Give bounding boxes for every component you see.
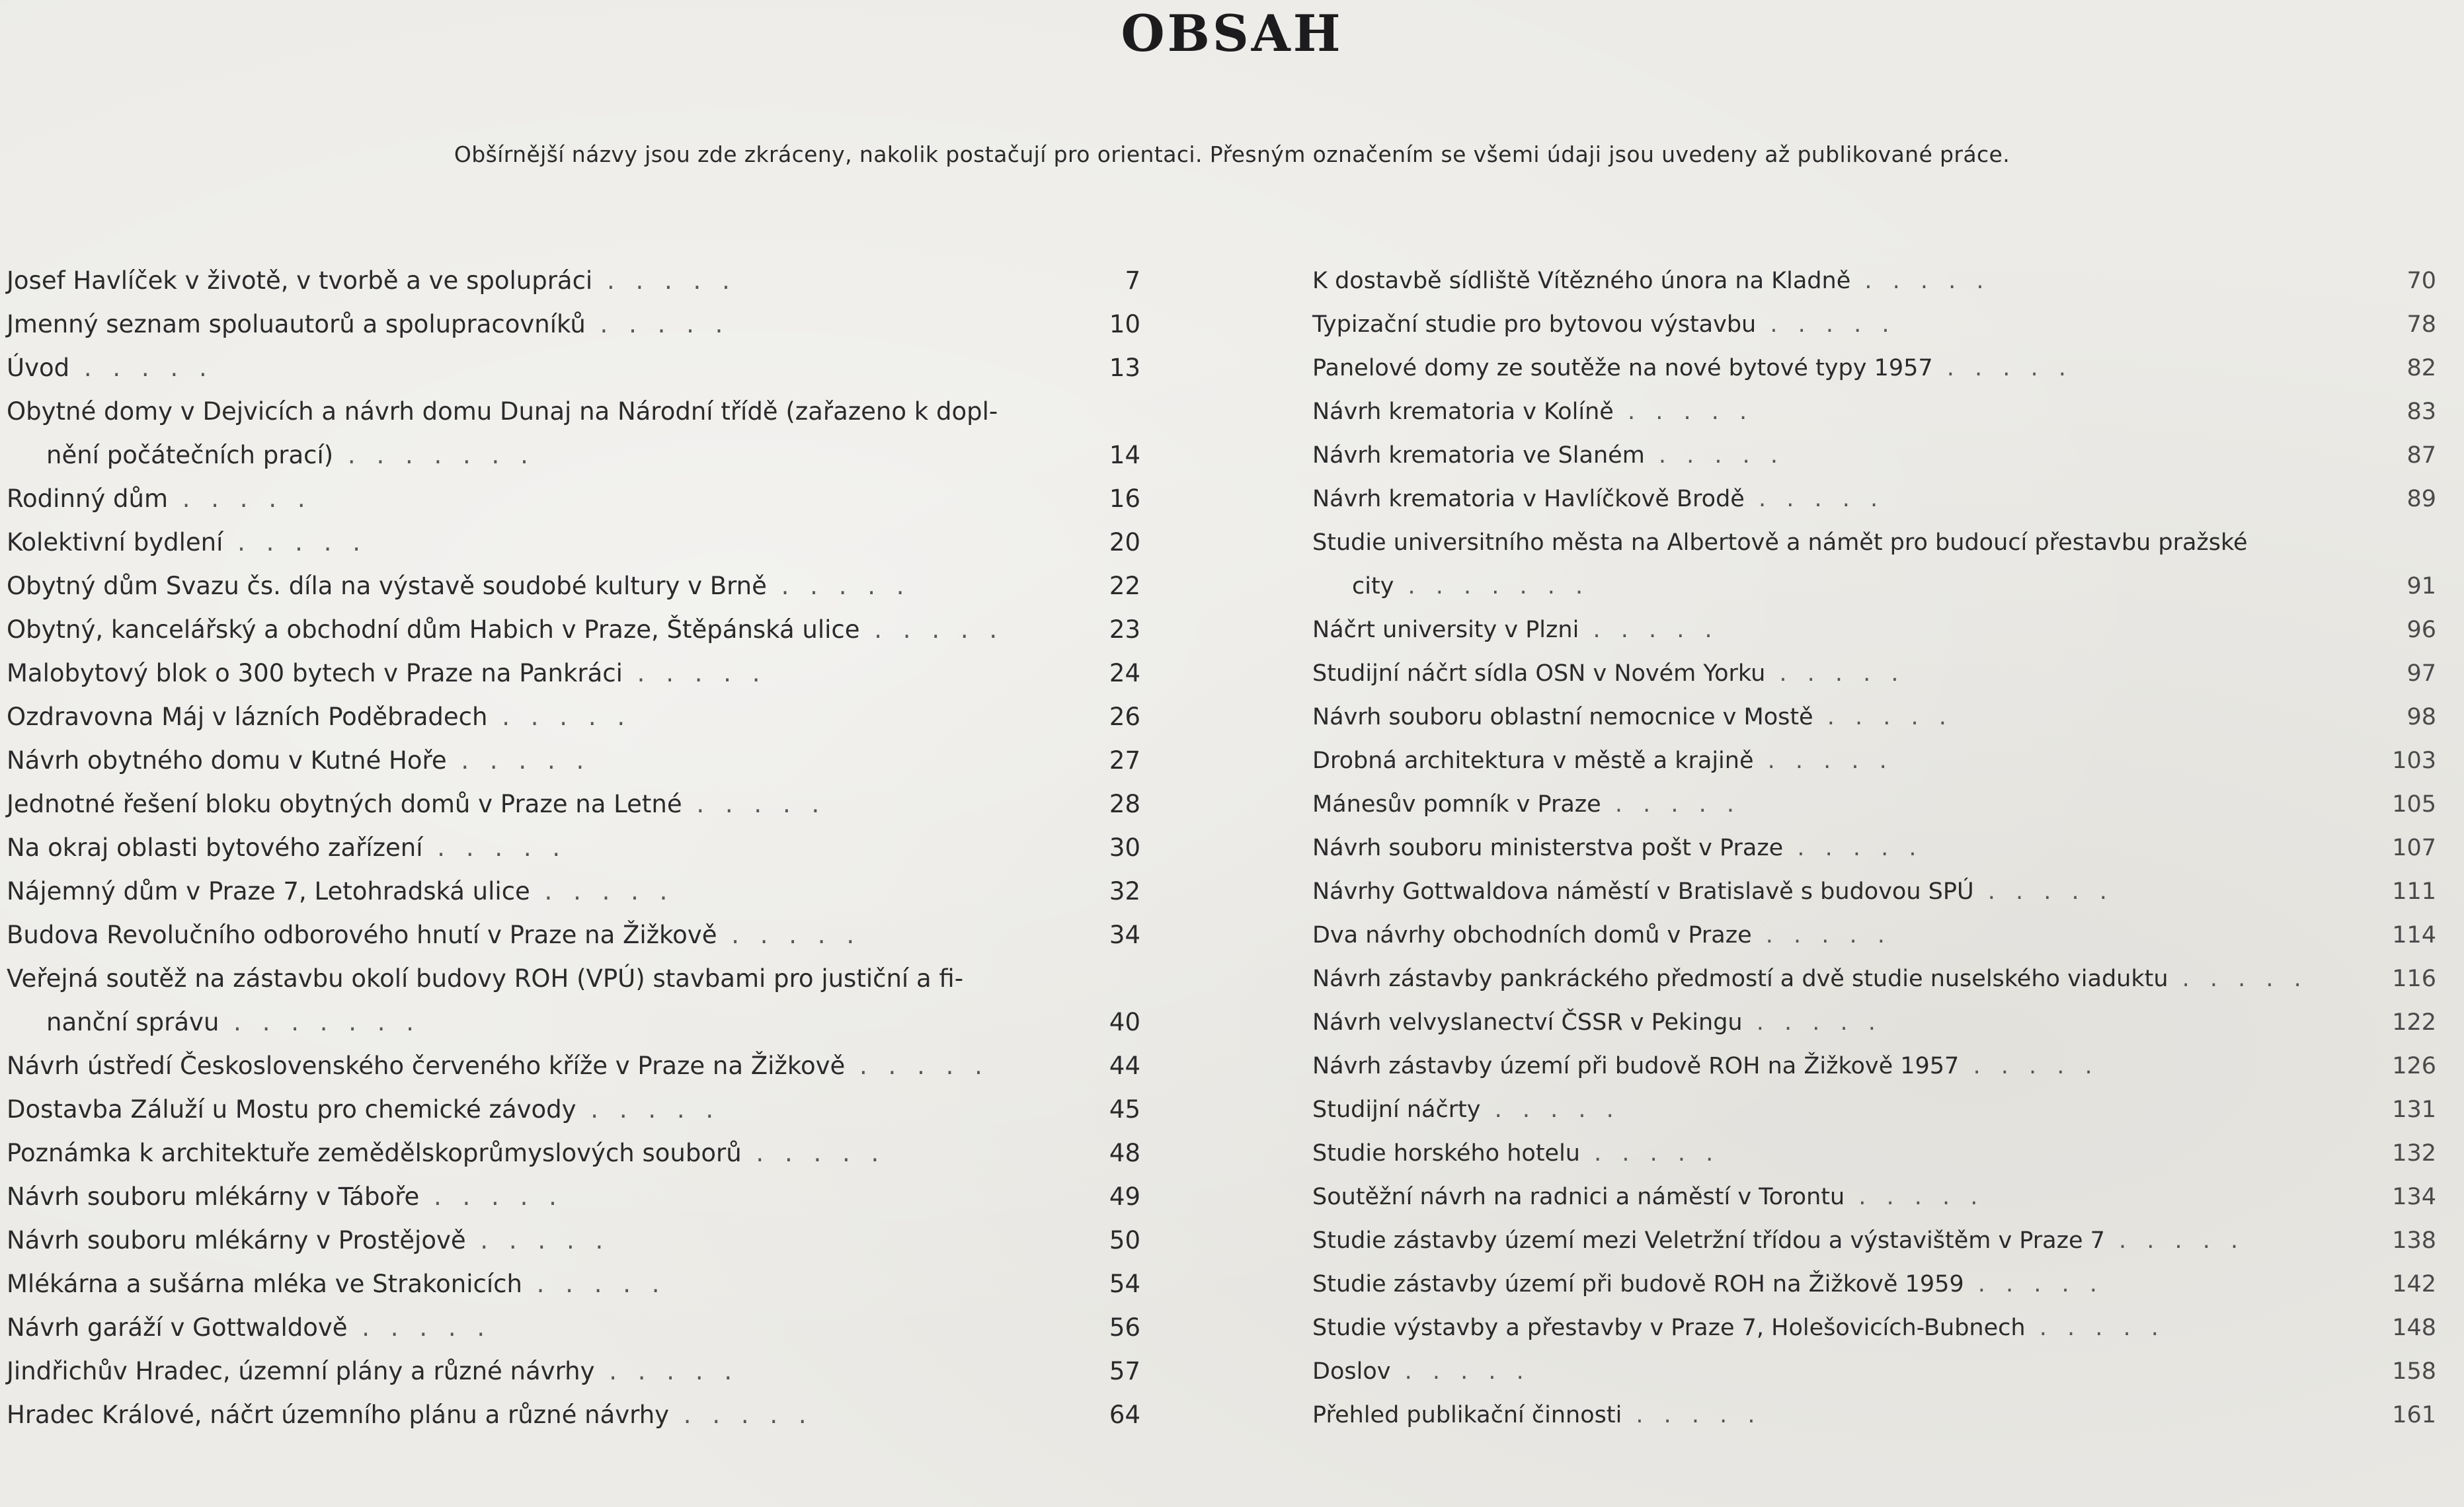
toc-entry [1312,477,2436,521]
toc-entry-page: 78 [2406,311,2436,338]
toc-entry-title: Soutěžní návrh na radnici a náměstí v Torontu [1312,1184,1845,1210]
dot-leader: . . . . . . . [1394,573,1590,599]
toc-entry [7,303,1140,346]
toc-entry [7,1393,1140,1437]
toc-entry [7,521,1140,564]
dot-leader: . . . . . . . [219,1008,421,1036]
toc-entry-page: 16 [1109,484,1140,513]
toc-entry-title: Návrh obytného domu v Kutné Hoře [7,746,447,775]
toc-entry-continuation [1312,564,2436,608]
toc-entry-title-continued: city [1352,573,1394,599]
dot-leader: . . . . . [487,703,632,731]
dot-leader: . . . . . [1601,791,1741,818]
toc-entry-page: 70 [2406,268,2436,294]
dot-leader: . . . . . [2104,1227,2245,1254]
toc-entry-title: Panelové domy ze soutěže na nové bytové typy 1957 [1312,355,1933,381]
toc-entry-page: 64 [1109,1401,1140,1429]
toc-entry-title: Návrh souboru mlékárny v Táboře [7,1182,420,1211]
toc-entry-title-continued: nanční správu [46,1008,219,1036]
toc-entry [7,477,1140,521]
toc-entry-title: Návrh souboru oblastní nemocnice v Mostě [1312,704,1813,730]
toc-entry-page: 132 [2392,1140,2436,1167]
toc-entry [7,957,1140,1001]
toc-entry-page: 28 [1109,790,1140,818]
toc-entry-title: Návrh garáží v Gottwaldově [7,1313,348,1342]
toc-entry-title: Studie zástavby území mezi Veletržní třídou a výstavištěm v Praze 7 [1312,1227,2105,1254]
toc-entry-title: Poznámka k architektuře zemědělskoprůmyslových souborů [7,1139,742,1167]
toc-entry-title: Drobná architektura v městě a krajině [1312,748,1754,774]
dot-leader: . . . . . [1932,355,2073,381]
dot-leader: . . . . . [223,528,367,557]
toc-entry-page: 34 [1109,921,1140,949]
toc-entry-title: Jednotné řešení bloku obytných domů v Praze na Letné [7,790,682,818]
toc-entry-page: 126 [2392,1053,2436,1079]
toc-entry-page: 111 [2392,878,2436,905]
toc-entry-page: 45 [1109,1095,1140,1124]
toc-entry [7,346,1140,390]
dot-leader: . . . . . [741,1139,886,1167]
toc-entry [1312,1088,2436,1132]
toc-left-column [7,259,1140,1437]
toc-entry-page: 134 [2392,1184,2436,1210]
dot-leader: . . . . . [585,310,730,338]
toc-entry [1312,957,2436,1001]
toc-entry [1312,652,2436,695]
toc-entry-page: 122 [2392,1009,2436,1036]
toc-entry-title: Přehled publikační činnosti [1312,1402,1622,1428]
toc-entry-title: Studie výstavby a přestavby v Praze 7, Holešovicích-Bubnech [1312,1315,2026,1341]
toc-entry-title: Návrh krematoria ve Slaném [1312,442,1645,469]
dot-leader: . . . . . [1850,268,1991,294]
toc-entry-title: Doslov [1312,1358,1391,1385]
toc-entry-title: Úvod [7,354,70,382]
toc-entry-title: Rodinný dům [7,484,168,513]
toc-entry-title: Návrhy Gottwaldova náměstí v Bratislavě s budovou SPÚ [1312,878,1974,905]
toc-entry-page: 20 [1109,528,1140,557]
toc-entry [1312,259,2436,303]
dot-leader: . . . . . [530,877,674,906]
page-title: OBSAH [1121,4,1343,63]
dot-leader: . . . . . [1845,1184,1985,1210]
toc-entry [7,695,1140,739]
dot-leader: . . . . . [1390,1358,1530,1385]
toc-entry-title: Malobytový blok o 300 bytech v Praze na Pankráci [7,659,623,687]
toc-entry-page: 13 [1109,354,1140,382]
toc-entry-page: 44 [1109,1052,1140,1080]
toc-entry [1312,826,2436,870]
dot-leader: . . . . . [1644,442,1785,469]
dot-leader: . . . . . [1753,748,1893,774]
toc-entry-page: 57 [1109,1357,1140,1385]
dot-leader: . . . . . [422,833,567,862]
toc-entry-title: Typizační studie pro bytovou výstavbu [1312,311,1757,338]
toc-entry-page: 32 [1109,877,1140,906]
toc-entry-title: Studijní náčrt sídla OSN v Novém Yorku [1312,660,1766,687]
toc-entry-title: Mlékárna a sušárna mléka ve Strakonicích [7,1270,522,1298]
toc-entry [1312,695,2436,739]
toc-entry [1312,1001,2436,1044]
toc-entry [7,1132,1140,1175]
dot-leader: . . . . . . . [333,441,535,469]
toc-entry [1312,739,2436,783]
dot-leader: . . . . . [168,484,312,513]
toc-entry-page: 114 [2392,922,2436,948]
toc-entry-page: 107 [2392,835,2436,861]
toc-entry-title: Návrh ústředí Československého červeného kříže v Praze na Žižkově [7,1052,846,1080]
toc-entry-page: 14 [1109,441,1140,469]
toc-entry-title: Obytné domy v Dejvicích a návrh domu Dunaj na Národní třídě (zařazeno k dopl- [7,397,998,426]
toc-entry-title: Budova Revolučního odborového hnutí v Praze na Žižkově [7,921,717,949]
toc-entry-title: Veřejná soutěž na zástavbu okolí budovy ROH (VPÚ) stavbami pro justiční a fi- [7,964,964,993]
toc-entry-page: 116 [2392,966,2436,992]
toc-entry-title: K dostavbě sídliště Vítězného února na Kladně [1312,268,1851,294]
toc-entry-page: 22 [1109,572,1140,600]
dot-leader: . . . . . [446,746,591,775]
toc-entry [7,870,1140,913]
toc-entry-title: Obytný, kancelářský a obchodní dům Habich v Praze, Štěpánská ulice [7,615,860,644]
toc-entry-title: Návrh velvyslanectví ČSSR v Pekingu [1312,1009,1743,1036]
toc-entry [7,783,1140,826]
toc-entry-title: Jindřichův Hradec, územní plány a různé návrhy [7,1357,595,1385]
toc-entry-page: 82 [2406,355,2436,381]
dot-leader: . . . . . [1480,1097,1620,1123]
toc-entry-title: Na okraj oblasti bytového zařízení [7,833,423,862]
toc-entry [7,913,1140,957]
toc-entry-title: Ozdravovna Máj v lázních Poděbradech [7,703,488,731]
toc-right-column [1312,259,2436,1437]
toc-entry [7,1219,1140,1262]
toc-entry [7,1306,1140,1350]
toc-entry [1312,346,2436,390]
toc-entry [7,1044,1140,1088]
intro-note: Obšírnější názvy jsou zde zkráceny, nakolik postačují pro orientaci. Přesným označením se všemi údaji jsou uvedeny až publikované práce. [454,141,2010,167]
toc-entry-page: 105 [2392,791,2436,818]
toc-entry-page: 7 [1125,266,1140,295]
toc-entry-title: Návrh zástavby území při budově ROH na Žižkově 1957 [1312,1053,1960,1079]
toc-entry-page: 40 [1109,1008,1140,1036]
toc-entry-page: 158 [2392,1358,2436,1385]
toc-entry-title: Josef Havlíček v životě, v tvorbě a ve spolupráci [7,266,593,295]
toc-entry-title: Návrh souboru ministerstva pošt v Praze [1312,835,1784,861]
toc-entry [1312,870,2436,913]
toc-entry-page: 131 [2392,1097,2436,1123]
dot-leader: . . . . . [1622,1402,1762,1428]
toc-entry-page: 50 [1109,1226,1140,1255]
dot-leader: . . . . . [2168,966,2308,992]
toc-entry-title: Návrh zástavby pankráckého předmostí a dvě studie nuselského viaduktu [1312,966,2168,992]
toc-entry-page: 91 [2406,573,2436,599]
toc-entry-page: 27 [1109,746,1140,775]
toc-entry-continuation [7,434,1140,477]
toc-entry-title: Mánesův pomník v Praze [1312,791,1601,818]
toc-entry-page: 48 [1109,1139,1140,1167]
dot-leader: . . . . . [1959,1053,2099,1079]
dot-leader: . . . . . [1742,1009,1882,1036]
dot-leader: . . . . . [522,1270,666,1298]
toc-entry-continuation [7,1001,1140,1044]
toc-entry-page: 161 [2392,1402,2436,1428]
toc-entry [7,826,1140,870]
toc-entry [7,390,1140,434]
toc-entry [1312,1306,2436,1350]
toc-entry [1312,1175,2436,1219]
dot-leader: . . . . . [622,659,767,687]
dot-leader: . . . . . [419,1182,563,1211]
toc-entry-page: 10 [1109,310,1140,338]
dot-leader: . . . . . [1973,878,2114,905]
toc-entry-page: 142 [2392,1271,2436,1297]
dot-leader: . . . . . [1783,835,1923,861]
toc-entry-title: Náčrt university v Plzni [1312,617,1579,643]
dot-leader: . . . . . [347,1313,492,1342]
toc-entry [1312,913,2436,957]
toc-entry-title: Kolektivní bydlení [7,528,223,557]
toc-entry [7,1350,1140,1393]
dot-leader: . . . . . [592,266,736,295]
toc-entry [7,608,1140,652]
toc-entry [1312,1132,2436,1175]
toc-entry-title: Hradec Králové, náčrt územního plánu a různé návrhy [7,1401,670,1429]
dot-leader: . . . . . [1813,704,1953,730]
toc-entry-title: Studie zástavby území při budově ROH na Žižkově 1959 [1312,1271,1964,1297]
toc-entry [7,1262,1140,1306]
toc-entry-page: 87 [2406,442,2436,469]
toc-entry [7,564,1140,608]
dot-leader: . . . . . [594,1357,739,1385]
toc-entry-page: 83 [2406,399,2436,425]
toc-entry-page: 54 [1109,1270,1140,1298]
toc-entry [1312,1350,2436,1393]
dot-leader: . . . . . [669,1401,813,1429]
dot-leader: . . . . . [465,1226,610,1255]
dot-leader: . . . . . [1613,399,1754,425]
dot-leader: . . . . . [717,921,861,949]
dot-leader: . . . . . [2025,1315,2165,1341]
toc-entry-title: Návrh krematoria v Kolíně [1312,399,1614,425]
toc-entry-title: Obytný dům Svazu čs. díla na výstavě soudobé kultury v Brně [7,572,767,600]
toc-entry [1312,521,2436,564]
toc-entry [7,739,1140,783]
toc-entry [7,1175,1140,1219]
dot-leader: . . . . . [1579,1140,1720,1167]
toc-entry [1312,1393,2436,1437]
toc-entry [1312,608,2436,652]
toc-entry-page: 148 [2392,1315,2436,1341]
dot-leader: . . . . . [1756,311,1896,338]
toc-entry-page: 97 [2406,660,2436,687]
dot-leader: . . . . . [1765,660,1905,687]
dot-leader: . . . . . [576,1095,721,1124]
toc-entry-page: 56 [1109,1313,1140,1342]
toc-entry-title-continued: nění počátečních prací) [46,441,334,469]
toc-entry-page: 26 [1109,703,1140,731]
toc-entry [1312,390,2436,434]
dot-leader: . . . . . [766,572,911,600]
toc-entry-page: 96 [2406,617,2436,643]
dot-leader: . . . . . [1964,1271,2104,1297]
toc-entry-title: Jmenný seznam spoluautorů a spolupracovníků [7,310,586,338]
dot-leader: . . . . . [1751,922,1891,948]
dot-leader: . . . . . [682,790,826,818]
toc-entry-title: Návrh krematoria v Havlíčkově Brodě [1312,486,1745,512]
toc-entry-title: Nájemný dům v Praze 7, Letohradská ulice [7,877,530,906]
dot-leader: . . . . . [859,615,1004,644]
toc-entry-title: Studie universitního města na Albertově a námět pro budoucí přestavbu pražské [1312,529,2248,556]
toc-entry-title: Návrh souboru mlékárny v Prostějově [7,1226,466,1255]
toc-entry [1312,1219,2436,1262]
toc-entry [7,259,1140,303]
dot-leader: . . . . . [1744,486,1885,512]
toc-entry-page: 30 [1109,833,1140,862]
toc-entry [1312,303,2436,346]
toc-entry-title: Dva návrhy obchodních domů v Praze [1312,922,1752,948]
toc-entry-title: Studie horského hotelu [1312,1140,1580,1167]
toc-entry-page: 89 [2406,486,2436,512]
toc-entry-page: 103 [2392,748,2436,774]
toc-entry [1312,434,2436,477]
toc-entry [7,1088,1140,1132]
toc-entry [1312,1262,2436,1306]
toc-entry-page: 24 [1109,659,1140,687]
toc-entry-title: Dostavba Záluží u Mostu pro chemické závody [7,1095,576,1124]
dot-leader: . . . . . [69,354,214,382]
dot-leader: . . . . . [845,1052,989,1080]
toc-entry-page: 23 [1109,615,1140,644]
toc-entry [1312,1044,2436,1088]
toc-entry [1312,783,2436,826]
toc-entry-page: 49 [1109,1182,1140,1211]
dot-leader: . . . . . [1579,617,1719,643]
toc-entry-page: 98 [2406,704,2436,730]
toc-entry [7,652,1140,695]
toc-entry-page: 138 [2392,1227,2436,1254]
toc-entry-title: Studijní náčrty [1312,1097,1481,1123]
